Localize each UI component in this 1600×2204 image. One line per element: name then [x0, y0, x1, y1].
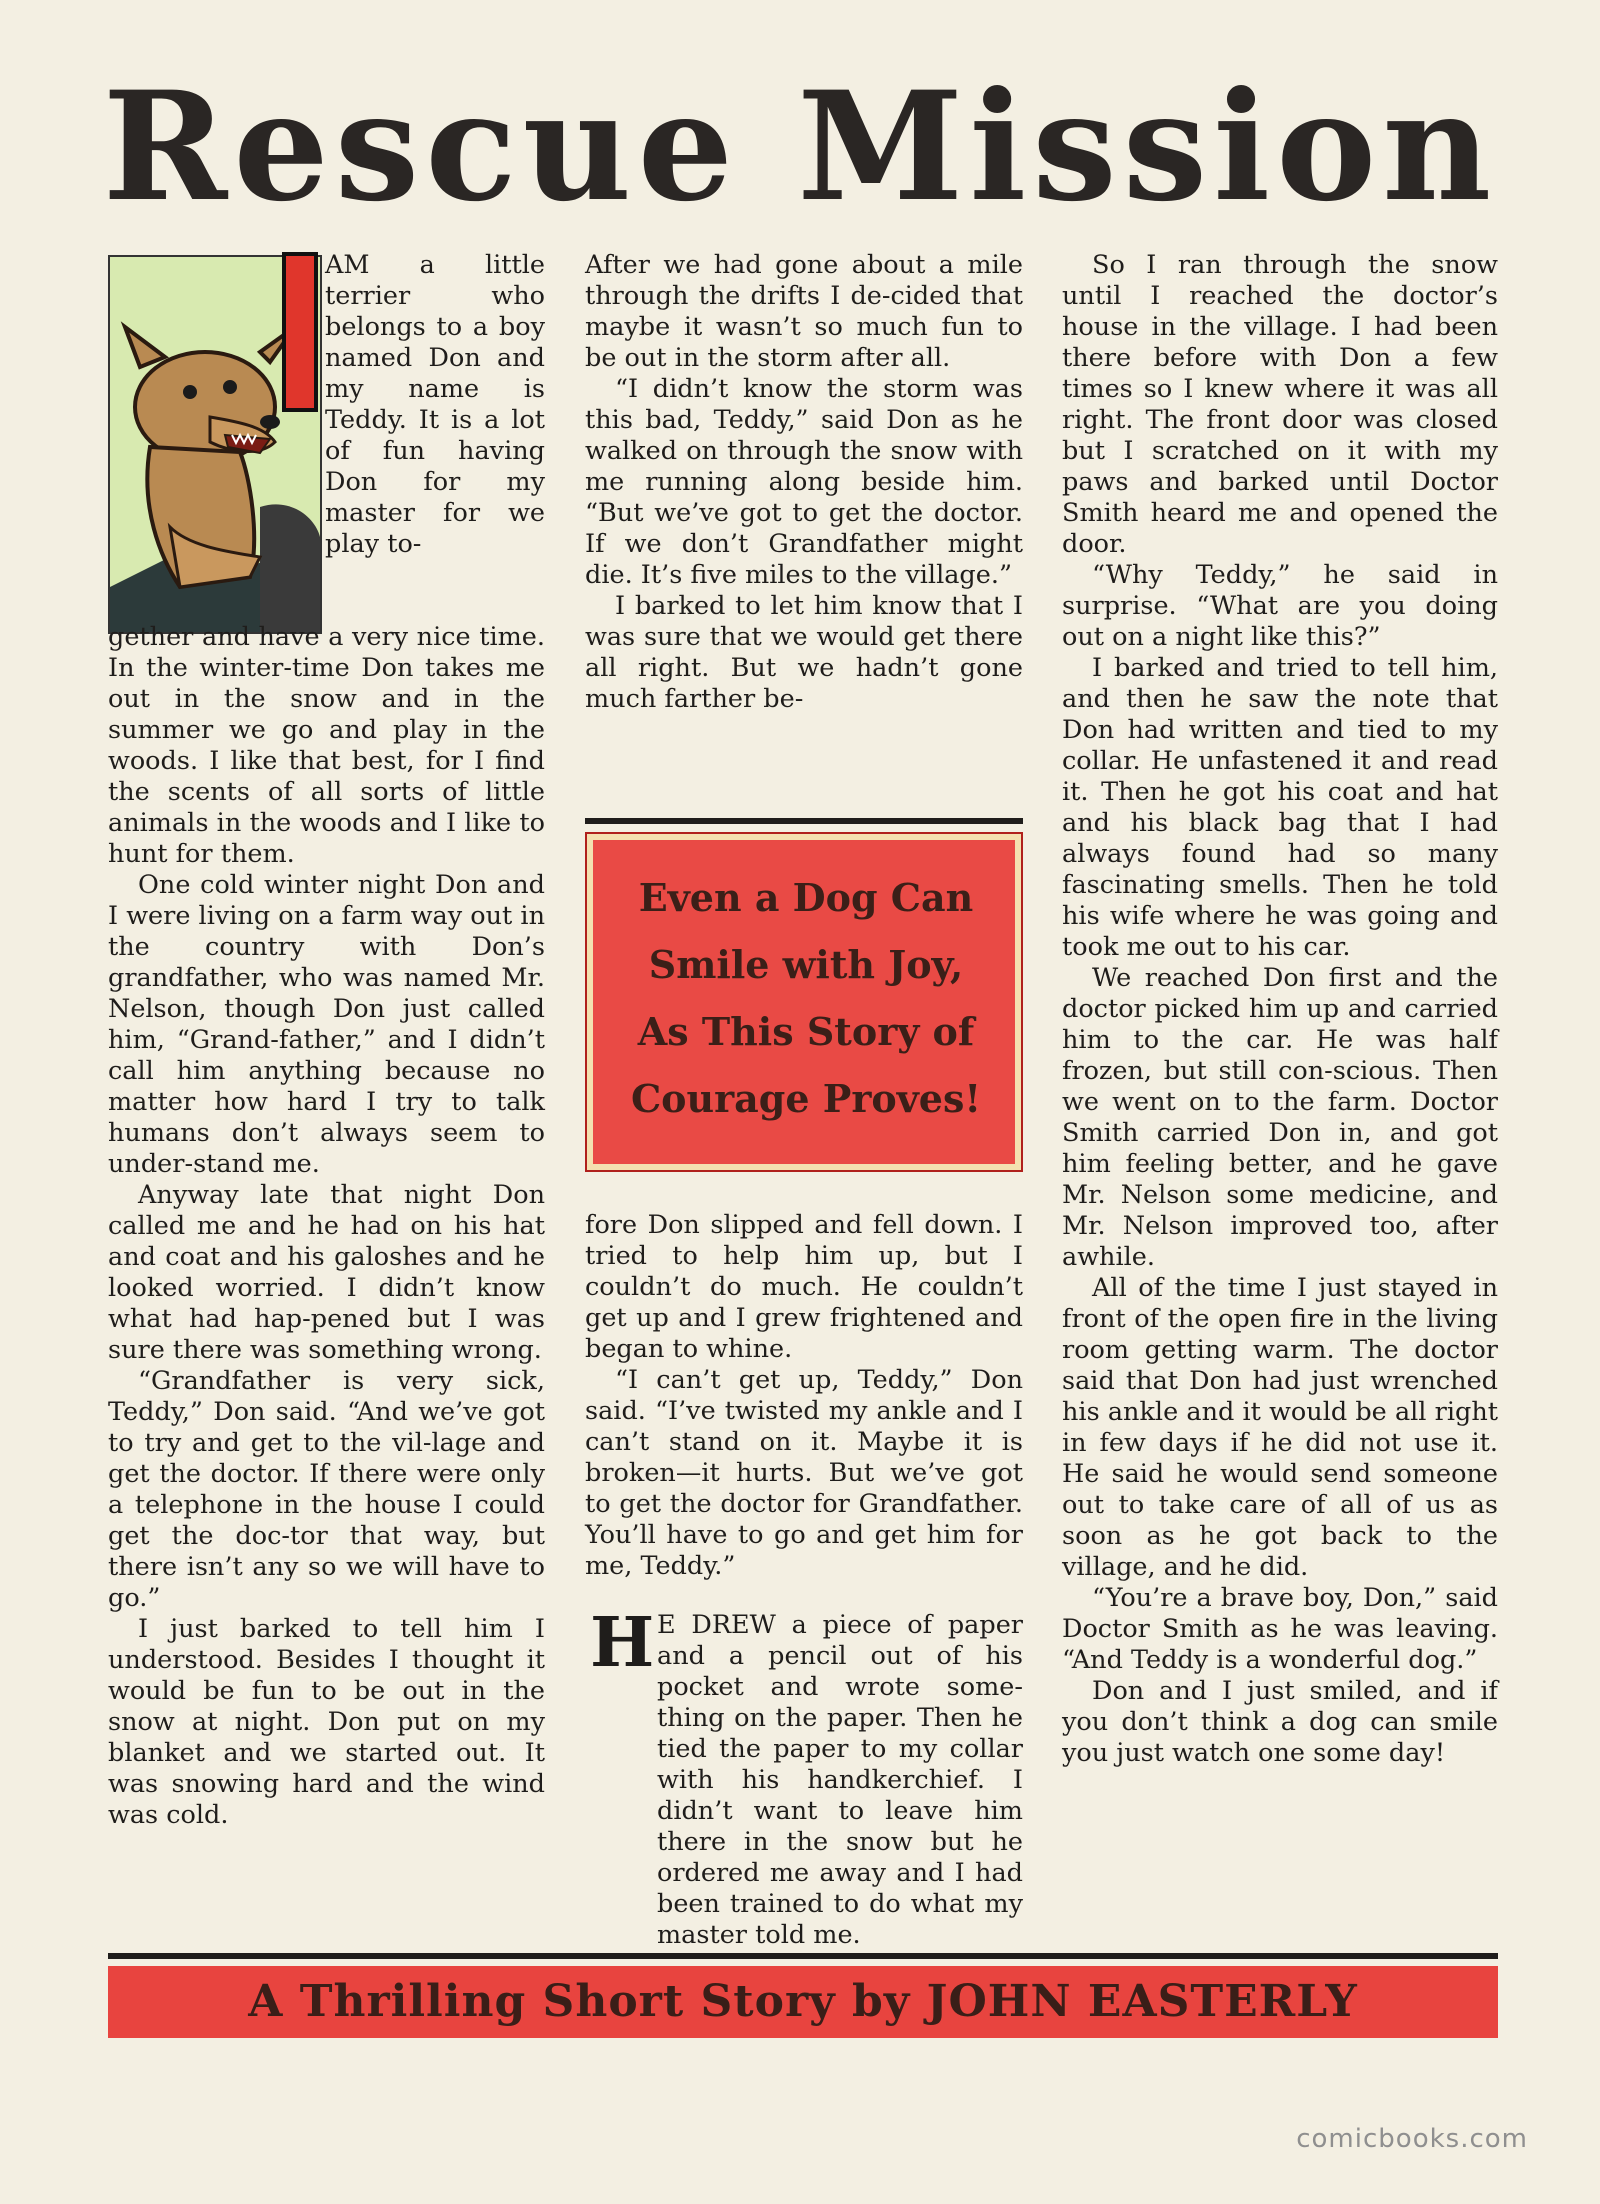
column-2-bottom [585, 1603, 1023, 1951]
column-1 [108, 622, 545, 1831]
paragraph: I barked and tried to tell him, and then he saw the note that Don had written and tied to my collar. He unfastened it and read it. Then he got his coat and hat and his black bag that I had always found had so many fascinating smells. Then he told his wife where he was going and took me out to his car. [1062, 653, 1498, 962]
paragraph: After we had gone about a mile through the drifts I de-cided that maybe it wasn’t so much fun to be out in the storm after all. [585, 250, 1023, 373]
callout-box [585, 832, 1023, 1172]
paragraph: I just barked to tell him I understood. Besides I thought it would be fun to be out in the snow at night. Don put on my blanket and we started out. It was snowing hard and the wind was cold. [108, 1614, 545, 1830]
paragraph: One cold winter night Don and I were living on a farm way out in the country with Don’s grandfather, who was named Mr. Nelson, though Don just called him, “Grand-father,” and I didn’t call him anything because no matter how hard I try to talk humans don’t always seem to under-stand me. [108, 870, 545, 1179]
paragraph: fore Don slipped and fell down. I tried to help him up, but I couldn’t do much. He couldn’t get up and I grew frightened and began to whine. [585, 1210, 1023, 1364]
column-1-intro [325, 250, 545, 560]
callout-line: As This Story of [637, 1009, 975, 1054]
paragraph: Anyway late that night Don called me and he had on his hat and coat and his galoshes and he looked worried. I didn’t know what had hap-pened but I was sure there was something wrong. [108, 1180, 545, 1365]
paragraph: E DREW a piece of paper and a pencil out of his pocket and wrote some-thing on the paper. Then he tied the paper to my collar with his handkerchief. I didn’t want to leave him there in the snow but he ordered me away and I had been trained to do what my master told me. [657, 1610, 1023, 1950]
paragraph: gether and have a very nice time. In the winter-time Don takes me out in the snow and in the summer we go and play in the woods. I like that best, for I find the scents of all sorts of little animals in the woods and I like to hunt for them. [108, 622, 545, 869]
paragraph: Don and I just smiled, and if you don’t think a dog can smile you just watch one some day! [1062, 1676, 1498, 1768]
paragraph: We reached Don first and the doctor picked him up and carried him to the car. He was half frozen, but still con-scious. Then we went on to the farm. Doctor Smith carried Don in, and got him feeling better, and he gave Mr. Nelson some medicine, and Mr. Nelson improved too, after awhile. [1062, 963, 1498, 1272]
site-watermark: comicbooks.com [1296, 2124, 1528, 2154]
callout-line: Even a Dog Can [638, 875, 974, 920]
column-3 [1062, 250, 1498, 1769]
paragraph: I barked to let him know that I was sure that we would get there all right. But we hadn’t gone much farther be- [585, 591, 1023, 714]
paragraph: “Why Teddy,” he said in surprise. “What are you doing out on a night like this?” [1062, 560, 1498, 652]
callout-line: Smile with Joy, [648, 942, 964, 987]
column-2-middle [585, 1210, 1023, 1582]
callout-rule [585, 818, 1023, 824]
drop-cap-h: H [590, 1603, 655, 1683]
paragraph-first-lines [585, 1603, 1023, 1951]
story-title: Rescue Mission [102, 59, 1498, 235]
paragraph: All of the time I just stayed in front of the open fire in the living room getting warm. The doctor said that Don had just wrenched his ankle and it would be all right in few days if he did not use it. He said he would send someone out to take care of all of us as soon as he got back to the village, and he did. [1062, 1273, 1498, 1582]
paragraph: So I ran through the snow until I reached the doctor’s house in the village. I had been there before with Don a few times so I knew where it was all right. The front door was closed but I scratched on it with my paws and barked until Doctor Smith heard me and opened the door. [1062, 250, 1498, 559]
column-2-top [585, 250, 1023, 715]
callout-text [607, 864, 1005, 1132]
callout-line: Courage Proves! [630, 1076, 982, 1121]
drop-cap-i [282, 252, 318, 412]
banner-rule [108, 1953, 1498, 1959]
byline-banner: A Thrilling Short Story by JOHN EASTERLY [108, 1966, 1498, 2038]
paragraph: “You’re a brave boy, Don,” said Doctor Smith as he was leaving. “And Teddy is a wonderful dog.” [1062, 1583, 1498, 1675]
paragraph: “I can’t get up, Teddy,” Don said. “I’ve twisted my ankle and I can’t stand on it. Maybe it is broken—it hurts. But we’ve got to get the doctor for Grandfather. You’ll have to go and get him for me, Teddy.” [585, 1365, 1023, 1581]
paragraph: “I didn’t know the storm was this bad, Teddy,” said Don as he walked on through the snow with me running along beside him. “But we’ve got to get the doctor. If we don’t Grandfather might die. It’s five miles to the village.” [585, 374, 1023, 590]
intro-paragraph: AM a little terrier who belongs to a boy named Don and my name is Teddy. It is a lot of fun having Don for my master for we play to- [325, 250, 545, 559]
paragraph: “Grandfather is very sick, Teddy,” Don said. “And we’ve got to try and get to the vil-lage and get the doctor. If there were only a telephone in the house I could get the doc-tor that way, but there isn’t any so we will have to go.” [108, 1366, 545, 1613]
